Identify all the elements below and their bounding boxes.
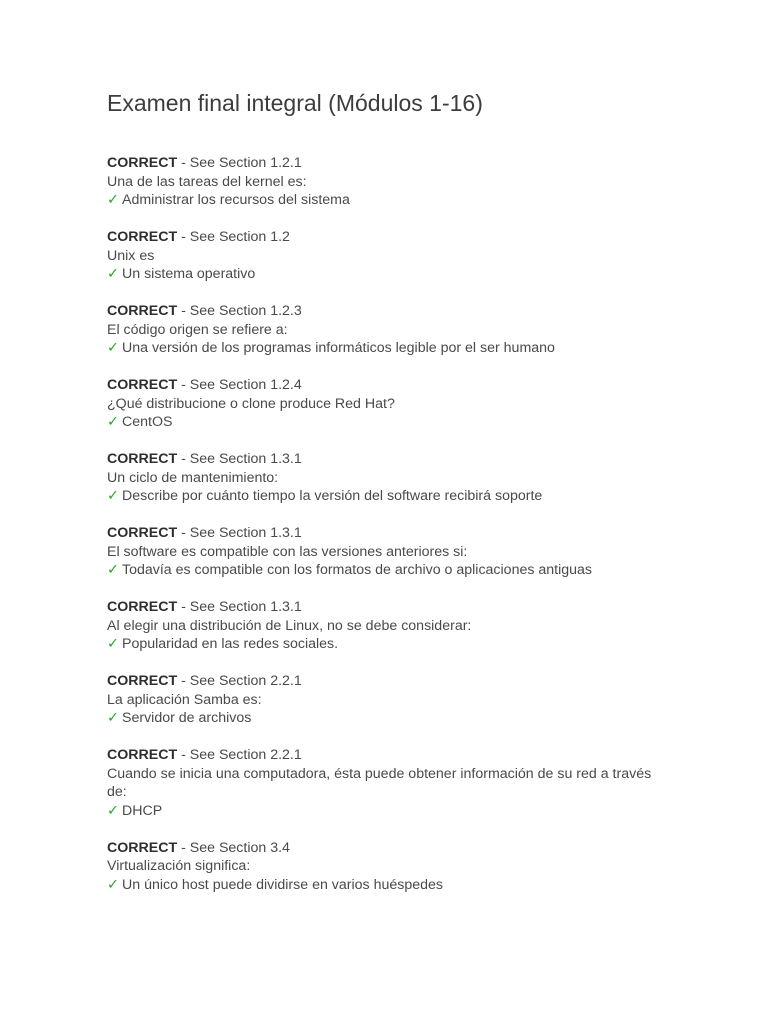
question-item [107,746,667,820]
answer [107,709,667,728]
answer-text: Servidor de archivos [122,710,252,726]
answer [107,487,667,506]
section-reference: - See Section 1.3.1 [177,599,302,615]
question-header [107,450,667,469]
question-header [107,524,667,543]
answer-text: Describe por cuánto tiempo la versión del software recibirá soporte [122,488,543,504]
answer-text: DHCP [122,802,163,819]
question-header [107,154,667,173]
status-label: CORRECT [107,155,178,171]
question-item [107,302,667,358]
question-text: El software es compatible con las versiones anteriores si: [107,543,468,560]
status-label: CORRECT [107,451,178,467]
question-item [107,376,667,432]
status-label: CORRECT [107,747,178,763]
question-text: Cuando se inicia una computadora, ésta puede obtener información de su red a través de: [107,765,652,800]
checkmark-icon: ✓ [107,636,119,652]
section-reference: - See Section 2.2.1 [177,747,302,763]
answer [107,339,667,358]
section-reference: - See Section 1.3.1 [177,525,302,541]
question-item [107,839,667,895]
section-reference: - See Section 3.4 [177,839,290,856]
checkmark-icon: ✓ [107,488,119,504]
checkmark-icon: ✓ [107,192,119,208]
question-header [107,598,667,617]
question-text: Una de las tareas del kernel es: [107,173,307,190]
answer [107,265,667,284]
section-reference: - See Section 1.2 [177,229,290,245]
checkmark-icon: ✓ [107,876,119,893]
question-item [107,524,667,580]
answer-text: Una versión de los programas informáticos legible por el ser humano [122,340,555,356]
checkmark-icon: ✓ [107,562,119,578]
status-label: CORRECT [107,377,178,393]
checkmark-icon: ✓ [107,710,119,726]
question-item [107,154,667,210]
status-label: CORRECT [107,303,178,319]
checkmark-icon: ✓ [107,802,119,819]
answer-text: Un sistema operativo [122,266,256,282]
question-item [107,450,667,506]
answer-text: Un único host puede dividirse en varios huéspedes [122,876,443,893]
answer [107,876,667,895]
question-text: Un ciclo de mantenimiento: [107,469,279,486]
question-text: Unix es [107,247,155,264]
section-reference: - See Section 1.2.3 [177,303,302,319]
section-reference: - See Section 1.3.1 [177,451,302,467]
question-header [107,376,667,395]
status-label: CORRECT [107,599,178,615]
question-item [107,598,667,654]
answer [107,191,667,210]
answer-text: Todavía es compatible con los formatos de archivo o aplicaciones antiguas [122,562,593,578]
answer [107,413,667,432]
question-text: El código origen se refiere a: [107,321,288,338]
question-header [107,302,667,321]
status-label: CORRECT [107,673,178,689]
question-item [107,672,667,728]
question-header [107,746,667,765]
section-reference: - See Section 1.2.1 [177,155,302,171]
checkmark-icon: ✓ [107,340,119,356]
answer-text: Administrar los recursos del sistema [122,192,350,208]
status-label: CORRECT [107,525,178,541]
status-label: CORRECT [107,229,178,245]
checkmark-icon: ✓ [107,266,119,282]
question-text: La aplicación Samba es: [107,691,262,708]
status-label: CORRECT [107,839,178,856]
page-title: Examen final integral (Módulos 1-16) [107,90,483,116]
question-header [107,672,667,691]
section-reference: - See Section 2.2.1 [177,673,302,689]
answer [107,802,667,821]
answer-text: CentOS [122,414,173,430]
question-header [107,839,667,858]
answer [107,561,667,580]
answer [107,635,667,654]
question-text: Virtualización significa: [107,858,251,874]
answer-text: Popularidad en las redes sociales. [122,636,339,652]
checkmark-icon: ✓ [107,414,119,430]
question-list [107,154,667,913]
question-header [107,228,667,247]
section-reference: - See Section 1.2.4 [177,377,302,393]
question-text: ¿Qué distribucione o clone produce Red Hat? [107,395,395,412]
question-item [107,228,667,284]
question-text: Al elegir una distribución de Linux, no se debe considerar: [107,617,472,634]
